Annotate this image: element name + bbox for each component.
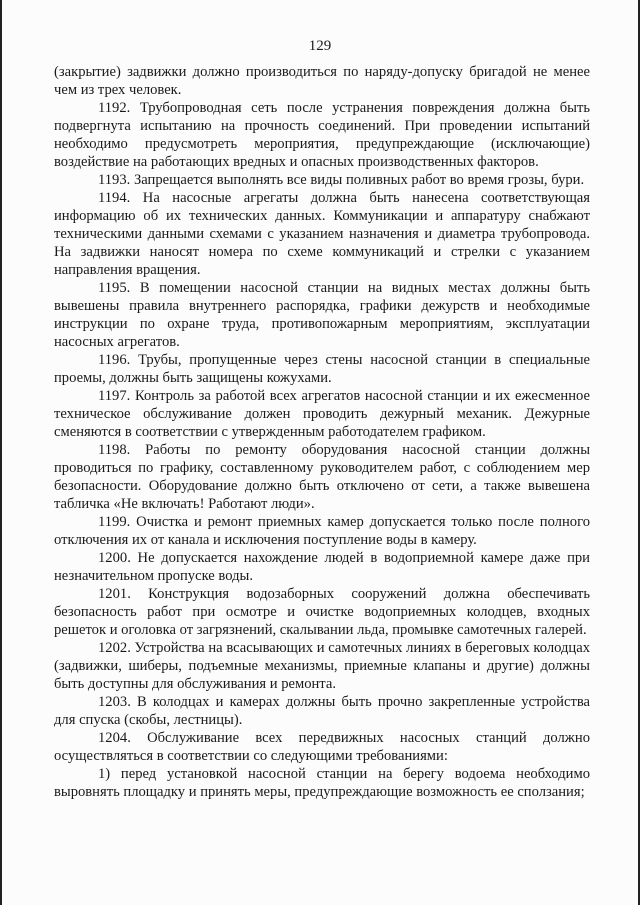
list-item-1: 1) перед установкой насосной станции на берегу водоема необходимо выровнять площадку и принять меры, предупреждающие возможность ее сползания; — [54, 766, 590, 800]
paragraph-1195: 1195. В помещении насосной станции на видных местах должны быть вывешены правила внутреннего распорядка, графики дежурств и необходимые инструкции по охране труда, противопожарным мероприятиям, эксплуатации насосных агрегатов. — [54, 280, 590, 350]
paragraph-1197: 1197. Контроль за работой всех агрегатов насосной станции и их ежесменное техническое обслуживание должен проводить дежурный механик. Дежурные сменяются в соответствии с утвержденным работодателем графиком. — [54, 388, 590, 440]
page-number: 129 — [308, 38, 332, 54]
paragraph-1192: 1192. Трубопроводная сеть после устранения повреждения должна быть подвергнута испытанию на прочность соединений. При проведении испытаний необходимо предусмотреть мероприятия, предупреждающие (исключающие) воздействие на работающих вредных и опасных производственных факторов. — [54, 100, 590, 170]
paragraph-1194: 1194. На насосные агрегаты должна быть нанесена соответствующая информацию об их технических данных. Коммуникации и аппаратуру снабжают техническими данными схемами с указанием назначения и диаметра трубопровода. На задвижки наносят номера по схеме коммуникаций и стрелки с указанием направления вращения. — [54, 190, 590, 278]
paragraph-1196: 1196. Трубы, пропущенные через стены насосной станции в специальные проемы, должны быть защищены кожухами. — [54, 352, 590, 386]
paragraph-1201: 1201. Конструкция водозаборных сооружений должна обеспечивать безопасность работ при осмотре и очистке водоприемных колодцев, входных решеток и оголовка от загрязнений, скалывании льда, промывке самотечных галерей. — [54, 586, 590, 638]
paragraph-1200: 1200. Не допускается нахождение людей в водоприемной камере даже при незначительном пропуске воды. — [54, 550, 590, 584]
paragraph-1198: 1198. Работы по ремонту оборудования насосной станции должны проводиться по графику, составленному руководителем работ, с соблюдением мер безопасности. Оборудование должно быть отключено от сети, а также вывешена табличка «Не включать! Работают люди». — [54, 442, 590, 512]
paragraph-1193: 1193. Запрещается выполнять все виды поливных работ во время грозы, бури. — [98, 172, 585, 188]
paragraph-continuation: (закрытие) задвижки должно производиться по наряду-допуску бригадой не менее чем из трех человек. — [54, 64, 590, 98]
document-body — [54, 63, 590, 801]
paragraph-1204: 1204. Обслуживание всех передвижных насосных станций должно осуществляться в соответствии со следующими требованиями: — [54, 730, 590, 764]
paragraph-1202: 1202. Устройства на всасывающих и самотечных линиях в береговых колодцах (задвижки, шиберы, подъемные механизмы, приемные клапаны и другие) должны быть доступны для обслуживания и ремонта. — [54, 640, 590, 692]
paragraph-1199: 1199. Очистка и ремонт приемных камер допускается только после полного отключения их от канала и исключения поступление воды в камеру. — [54, 514, 590, 548]
paragraph-1203: 1203. В колодцах и камерах должны быть прочно закрепленные устройства для спуска (скобы, лестницы). — [54, 694, 590, 728]
scan-edge-left — [0, 0, 2, 905]
